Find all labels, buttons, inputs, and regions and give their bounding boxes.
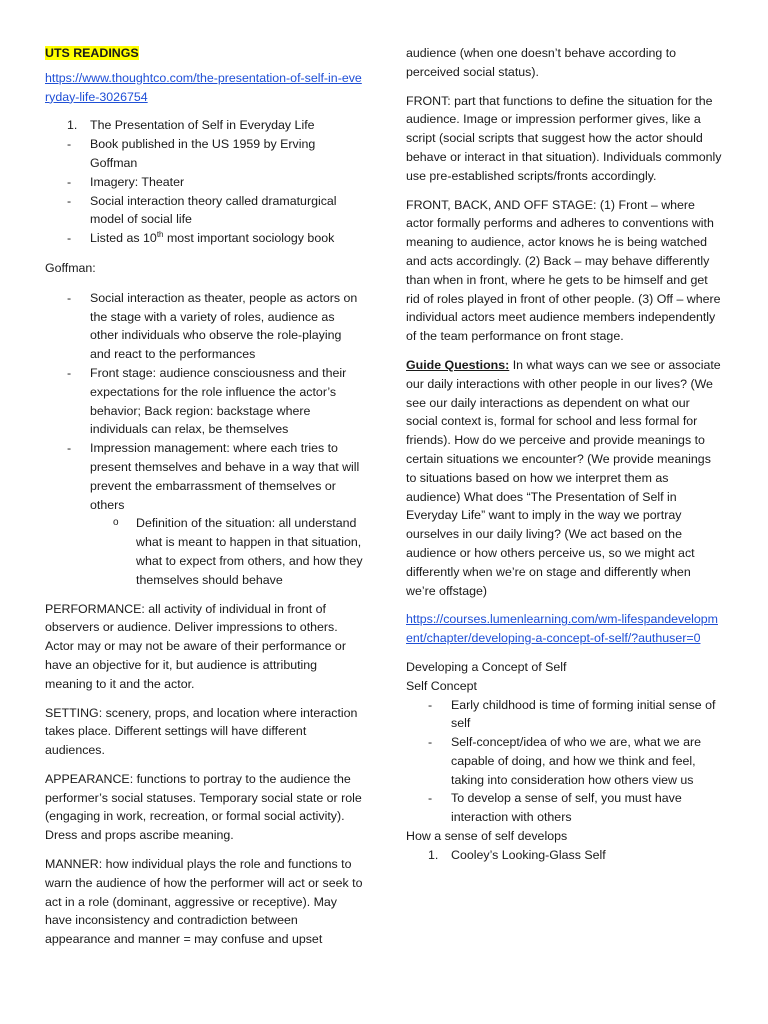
guide-questions-label: Guide Questions:	[406, 357, 510, 372]
list-item: - Social interaction theory called dramaturgical model of social life	[67, 193, 337, 227]
section-title: Developing a Concept of Self	[406, 659, 567, 674]
list-item: - Front stage: audience consciousness and their expectations for the role influence the actor’s behavior; Back region: backstage where individuals can relax, be themselves	[67, 365, 347, 437]
page-heading: UTS READINGS	[45, 46, 139, 60]
lumenlearning-link[interactable]: https://courses.lumenlearning.com/wm-lifespandevelopment/chapter/developing-a-concept-of-self/?authuser=0	[406, 612, 718, 646]
how-self-develops-label: How a sense of self develops	[406, 829, 568, 844]
list-item: - Early childhood is time of forming initial sense of self	[428, 697, 716, 731]
self-concept-list	[406, 696, 722, 828]
develop-list	[406, 846, 722, 865]
list-item: - Social interaction as theater, people as actors on the stage with a variety of roles, audience as other individuals who observe the role-playing and react to the performances	[67, 290, 358, 362]
list-item: - To develop a sense of self, you must have interaction with others	[428, 791, 682, 825]
performance-paragraph: PERFORMANCE: all activity of individual in front of observers or audience. Deliver impressions to others. Actor may or may not be aware of their performance or have an objective for it, but audience is attributing meaning to it and the actor.	[45, 601, 346, 691]
stages-paragraph: FRONT, BACK, AND OFF STAGE: (1) Front – where actor formally performs and adheres to conventions with meaning to audience, actor knows he is being watched and acts accordingly. (2) Back – may behave differently than when in front, where he gets to be himself and get rid of roles played in front of other people. (3) Off – where individual actors meet audience members independently of the team performance on front stage.	[406, 197, 721, 344]
list-item: - Impression management: where each tries to present themselves and behave in a way that will prevent the embarrassment of themselves or others	[67, 441, 360, 512]
guide-questions-paragraph: Guide Questions: In what ways can we see or associate our daily interactions with other people in our lives? (We see our daily interactions as dependent on what our social context is, formal for school and less formal for friends). How do we perceive and provide meanings to certain situations we encounter? (We provide meanings to situations based on how we interpret them as audience) What does “The Presentation of Self in Everyday Life” want to imply in the way we portray ourselves in our daily living? (We act based on the audience or how others perceive us, so we might act differently when we’re on stage and differently when we’re offstage)	[406, 357, 721, 598]
manner-paragraph: MANNER: how individual plays the role and functions to warn the audience of how the performer will act or seek to act in a role (dominant, aggressive or receptive). May have inconsistency and contradiction between appearance and manner = may confuse and upset	[45, 857, 363, 947]
goffman-list	[45, 289, 363, 590]
list-item: - Listed as 10th most important sociology book	[67, 230, 335, 246]
list-item: - Self-concept/idea of who we are, what we are capable of doing, and how we think and feel, taking into consideration how others view us	[428, 735, 702, 787]
right-column	[406, 44, 722, 865]
intro-list	[45, 116, 363, 248]
self-concept-label: Self Concept	[406, 678, 477, 693]
front-paragraph: FRONT: part that functions to define the situation for the audience. Image or impression performer gives, like a script (social scripts that suggest how the actor should behave or interact in that situation). Individuals commonly use pre-established scripts/fronts accordingly.	[406, 93, 722, 183]
left-column	[45, 44, 363, 959]
continuation-paragraph: audience (when one doesn’t behave according to perceived social status).	[406, 46, 677, 79]
appearance-paragraph: APPEARANCE: functions to portray to the audience the performer’s social statuses. Temporary social state or role (engaging in work, recreation, or formal social activity). Dress and props ascribe meaning.	[45, 771, 362, 843]
goffman-label: Goffman:	[45, 260, 96, 275]
thoughtco-link[interactable]: https://www.thoughtco.com/the-presentation-of-self-in-everyday-life-3026754	[45, 70, 362, 104]
sub-list-item: o Definition of the situation: all understand what is meant to happen in that situation, what to expect from others, and how they themselves should behave	[113, 516, 363, 587]
list-item: 1. The Presentation of Self in Everyday Life	[67, 118, 315, 133]
setting-paragraph: SETTING: scenery, props, and location where interaction takes place. Different settings will have different audiences.	[45, 705, 358, 758]
list-item: 1. Cooley’s Looking-Glass Self	[428, 847, 606, 862]
list-item: - Book published in the US 1959 by Erving Goffman	[67, 137, 316, 170]
list-item: - Imagery: Theater	[67, 174, 185, 189]
